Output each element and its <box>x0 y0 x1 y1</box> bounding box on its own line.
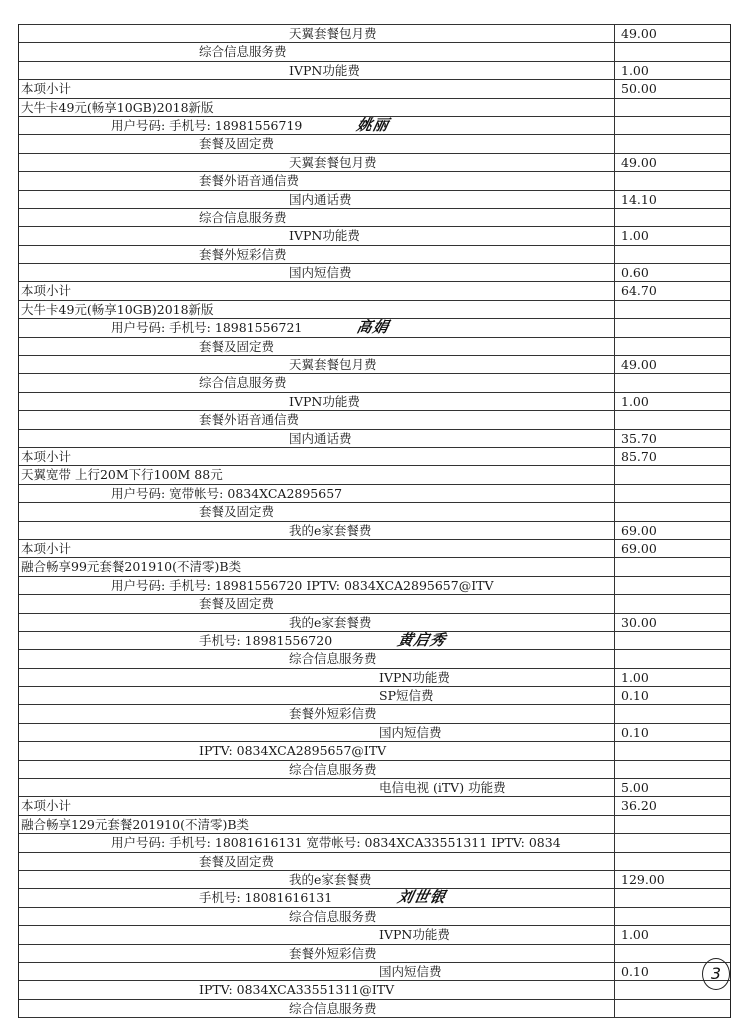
table-row <box>19 981 730 999</box>
table-row <box>19 43 730 61</box>
item-amount: 69.00 <box>614 522 730 539</box>
table-row <box>19 669 730 687</box>
item-description: 用户号码: 手机号: 18981556719 <box>111 117 303 133</box>
handwritten-signature: 高娟 <box>355 318 392 337</box>
item-description: 用户号码: 手机号: 18981556720 IPTV: 0834XCA2895657@ITV <box>111 577 494 593</box>
table-row <box>19 356 730 374</box>
item-description: 天翼套餐包月费 <box>289 154 377 170</box>
item-description: 手机号: 18081616131 <box>199 890 333 906</box>
table-row <box>19 577 730 595</box>
table-row <box>19 522 730 540</box>
item-amount: 0.60 <box>614 264 730 281</box>
item-description: 套餐及固定费 <box>199 596 275 612</box>
table-row <box>19 742 730 760</box>
item-amount: 1.00 <box>614 926 730 943</box>
item-amount <box>614 834 730 851</box>
item-description: 天翼宽带 上行20M下行100M 88元 <box>21 467 223 483</box>
item-amount: 49.00 <box>614 356 730 373</box>
item-amount: 5.00 <box>614 779 730 796</box>
item-description: 融合畅享129元套餐201910(不清零)B类 <box>21 816 250 832</box>
item-amount <box>614 246 730 263</box>
item-description: 本项小计 <box>21 798 72 814</box>
item-description: 套餐外短彩信费 <box>289 945 377 961</box>
table-row <box>19 761 730 779</box>
item-amount: 49.00 <box>614 25 730 42</box>
item-amount <box>614 209 730 226</box>
item-description: 国内通话费 <box>289 430 352 446</box>
item-amount <box>614 595 730 612</box>
table-row <box>19 264 730 282</box>
table-row <box>19 632 730 650</box>
item-description: 国内短信费 <box>379 724 442 740</box>
item-description: IVPN功能费 <box>379 669 450 685</box>
item-description: 天翼套餐包月费 <box>289 357 377 373</box>
item-amount <box>614 135 730 152</box>
table-row <box>19 135 730 153</box>
item-amount: 129.00 <box>614 871 730 888</box>
item-description: 综合信息服务费 <box>289 761 377 777</box>
item-description: 套餐外语音通信费 <box>199 412 300 428</box>
item-description: IVPN功能费 <box>289 62 360 78</box>
table-row <box>19 614 730 632</box>
table-row <box>19 154 730 172</box>
table-row <box>19 687 730 705</box>
table-row <box>19 191 730 209</box>
item-description: 我的e家套餐费 <box>289 871 372 887</box>
item-amount <box>614 742 730 759</box>
table-row <box>19 705 730 723</box>
item-amount: 69.00 <box>614 540 730 557</box>
table-row <box>19 172 730 190</box>
table-row <box>19 80 730 98</box>
table-row <box>19 282 730 300</box>
item-description: 天翼套餐包月费 <box>289 26 377 41</box>
item-description: 套餐及固定费 <box>199 338 275 354</box>
item-amount <box>614 172 730 189</box>
item-amount: 36.20 <box>614 797 730 814</box>
item-amount: 1.00 <box>614 62 730 79</box>
item-amount <box>614 816 730 833</box>
item-amount <box>614 632 730 649</box>
table-row <box>19 430 730 448</box>
item-description: 本项小计 <box>21 540 72 556</box>
item-description: IVPN功能费 <box>379 927 450 943</box>
item-description: 国内通话费 <box>289 191 352 207</box>
item-amount <box>614 705 730 722</box>
item-amount <box>614 908 730 925</box>
item-description: 套餐外短彩信费 <box>289 706 377 722</box>
item-description: 套餐及固定费 <box>199 853 275 869</box>
item-description: 国内短信费 <box>289 265 352 281</box>
table-row <box>19 227 730 245</box>
table-row <box>19 889 730 907</box>
item-amount <box>614 319 730 336</box>
table-row <box>19 650 730 668</box>
billing-detail-table <box>18 24 731 1018</box>
item-amount: 49.00 <box>614 154 730 171</box>
handwritten-signature: 黄启秀 <box>395 630 448 649</box>
item-amount <box>614 374 730 391</box>
item-description: IPTV: 0834XCA2895657@ITV <box>199 743 387 759</box>
table-row <box>19 246 730 264</box>
item-description: 本项小计 <box>21 448 72 464</box>
table-row <box>19 319 730 337</box>
table-row <box>19 945 730 963</box>
table-row <box>19 209 730 227</box>
table-row <box>19 117 730 135</box>
item-description: 综合信息服务费 <box>289 1000 377 1016</box>
table-row <box>19 853 730 871</box>
item-description: 套餐外语音通信费 <box>199 173 300 189</box>
item-amount <box>614 650 730 667</box>
table-row <box>19 871 730 889</box>
table-row <box>19 411 730 429</box>
table-row <box>19 908 730 926</box>
item-description: 手机号: 18981556720 <box>199 632 333 648</box>
item-description: 本项小计 <box>21 81 72 97</box>
table-row <box>19 834 730 852</box>
table-row <box>19 485 730 503</box>
item-amount <box>614 43 730 60</box>
item-amount: 0.10 <box>614 687 730 704</box>
table-row <box>19 24 730 43</box>
item-description: 综合信息服务费 <box>289 908 377 924</box>
table-row <box>19 448 730 466</box>
table-row <box>19 595 730 613</box>
table-row <box>19 1000 730 1018</box>
item-amount <box>614 1000 730 1017</box>
item-description: 综合信息服务费 <box>199 375 287 391</box>
item-amount <box>614 558 730 575</box>
item-description: 套餐及固定费 <box>199 504 275 520</box>
table-row <box>19 466 730 484</box>
item-amount: 1.00 <box>614 393 730 410</box>
item-amount: 50.00 <box>614 80 730 97</box>
item-amount: 64.70 <box>614 282 730 299</box>
table-row <box>19 393 730 411</box>
item-amount <box>614 466 730 483</box>
item-description: 融合畅享99元套餐201910(不清零)B类 <box>21 559 242 575</box>
table-row <box>19 558 730 576</box>
table-row <box>19 540 730 558</box>
item-description: SP短信费 <box>379 688 434 704</box>
item-description: 套餐外短彩信费 <box>199 246 287 262</box>
item-description: 大牛卡49元(畅享10GB)2018新版 <box>21 301 214 317</box>
table-row <box>19 779 730 797</box>
item-amount: 0.10 <box>614 963 730 980</box>
item-description: IVPN功能费 <box>289 393 360 409</box>
item-amount <box>614 503 730 520</box>
item-description: 电信电视 (iTV) 功能费 <box>379 780 506 796</box>
item-description: 综合信息服务费 <box>199 44 287 60</box>
table-row <box>19 963 730 981</box>
item-amount <box>614 338 730 355</box>
item-amount <box>614 99 730 116</box>
item-description: 用户号码: 手机号: 18981556721 <box>111 320 303 336</box>
item-amount <box>614 301 730 318</box>
handwritten-signature: 姚丽 <box>355 115 392 134</box>
item-description: 套餐及固定费 <box>199 136 275 152</box>
table-row <box>19 338 730 356</box>
item-amount: 30.00 <box>614 614 730 631</box>
item-description: 大牛卡49元(畅享10GB)2018新版 <box>21 99 214 115</box>
table-row <box>19 816 730 834</box>
table-row <box>19 374 730 392</box>
item-amount: 35.70 <box>614 430 730 447</box>
table-row <box>19 724 730 742</box>
item-description: IVPN功能费 <box>289 228 360 244</box>
item-description: 本项小计 <box>21 283 72 299</box>
item-amount: 1.00 <box>614 227 730 244</box>
item-description: 综合信息服务费 <box>289 651 377 667</box>
table-row <box>19 797 730 815</box>
handwritten-signature: 刘世银 <box>395 888 448 907</box>
item-amount <box>614 485 730 502</box>
item-description: 用户号码: 宽带帐号: 0834XCA2895657 <box>111 485 343 501</box>
item-amount <box>614 577 730 594</box>
item-amount <box>614 411 730 428</box>
table-row <box>19 62 730 80</box>
item-description: 国内短信费 <box>379 963 442 979</box>
item-amount: 0.10 <box>614 724 730 741</box>
item-description: IPTV: 0834XCA33551311@ITV <box>199 982 395 998</box>
item-description: 用户号码: 手机号: 18081616131 宽带帐号: 0834XCA33551311 IPTV: 0834 <box>111 835 561 851</box>
item-description: 我的e家套餐费 <box>289 522 372 538</box>
item-amount <box>614 761 730 778</box>
page-number-circle: 3 <box>702 958 730 990</box>
item-amount: 85.70 <box>614 448 730 465</box>
item-amount <box>614 889 730 906</box>
table-row <box>19 503 730 521</box>
item-amount: 1.00 <box>614 669 730 686</box>
item-amount <box>614 117 730 134</box>
item-amount <box>614 853 730 870</box>
item-description: 综合信息服务费 <box>199 209 287 225</box>
item-amount: 14.10 <box>614 191 730 208</box>
item-description: 我的e家套餐费 <box>289 614 372 630</box>
table-row <box>19 926 730 944</box>
